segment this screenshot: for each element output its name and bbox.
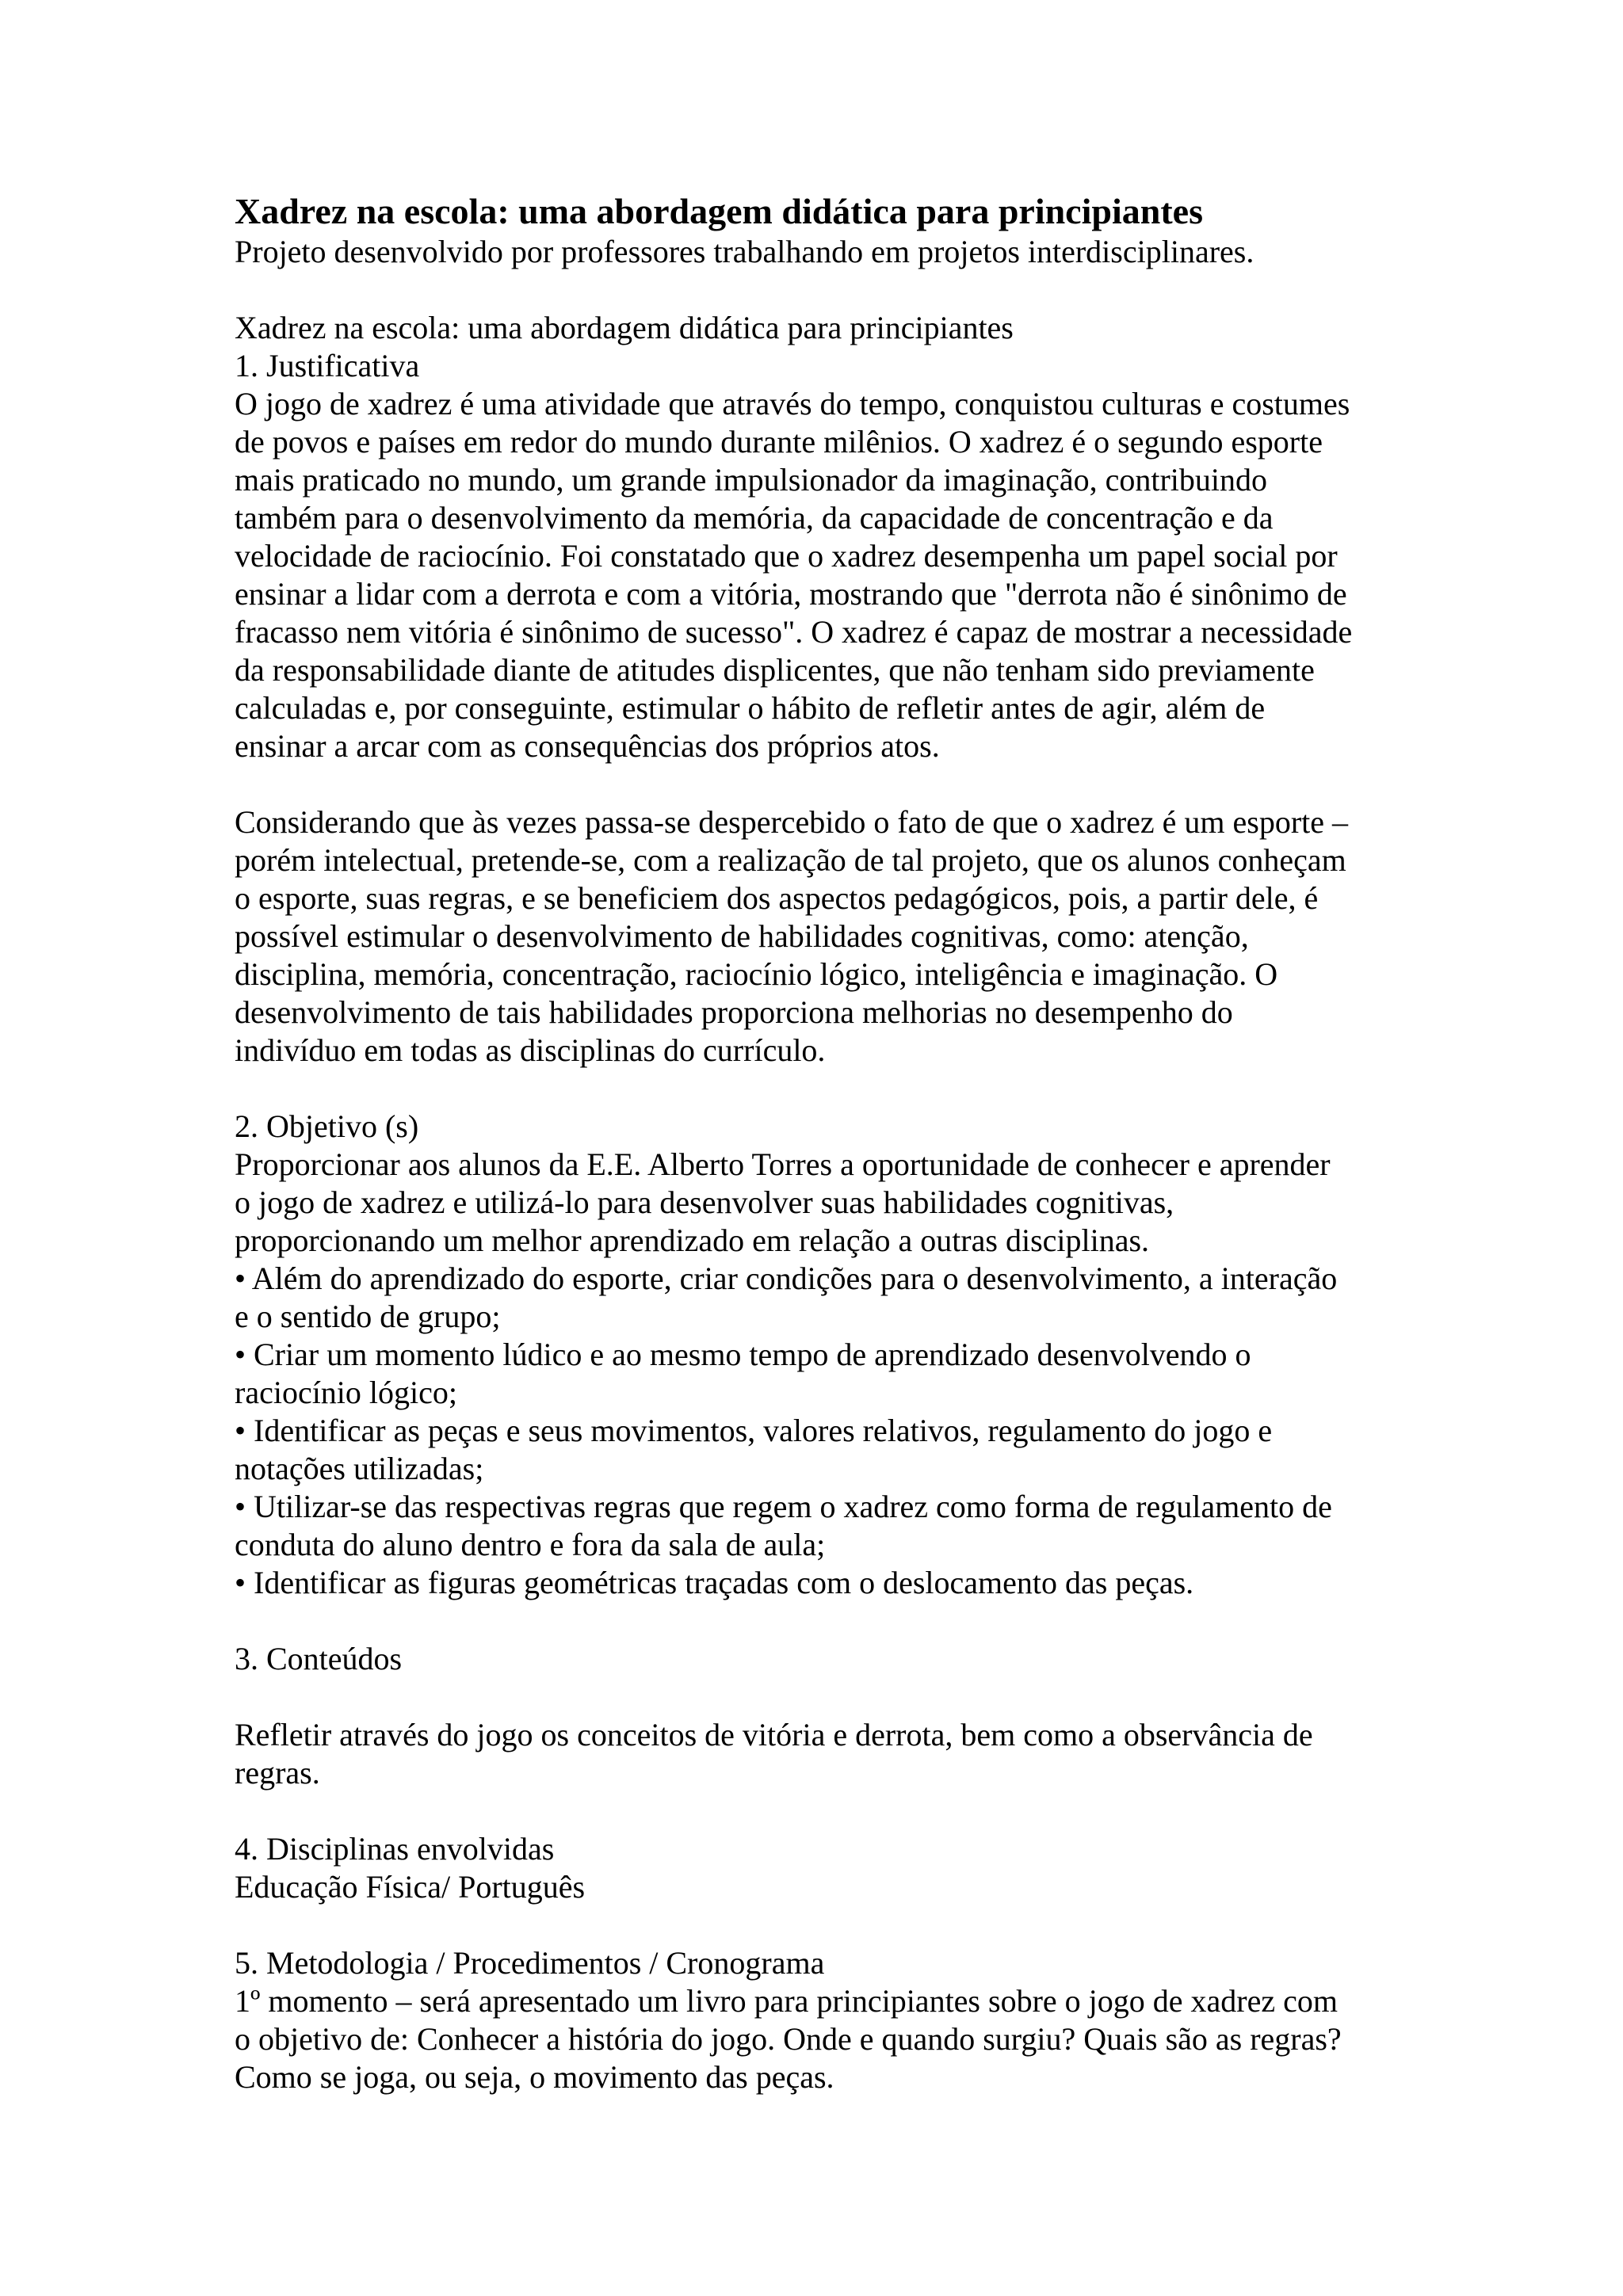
- text-line: ensinar a lidar com a derrota e com a vitória, mostrando que "derrota não é sinônimo de: [235, 576, 1347, 612]
- section-heading-justificativa: 1. Justificativa: [235, 348, 420, 383]
- text-line: fracasso nem vitória é sinônimo de sucesso". O xadrez é capaz de mostrar a necessidade: [235, 614, 1353, 650]
- text-line: 1º momento – será apresentado um livro para principiantes sobre o jogo de xadrez com: [235, 1983, 1338, 2019]
- text-line: indivíduo em todas as disciplinas do currículo.: [235, 1032, 826, 1068]
- text-line: disciplina, memória, concentração, raciocínio lógico, inteligência e imaginação. O: [235, 956, 1278, 992]
- section-heading-conteudos: 3. Conteúdos: [235, 1641, 403, 1676]
- metodologia-paragraph: [235, 1982, 1415, 2096]
- conteudos-paragraph: [235, 1716, 1415, 1792]
- text-line: mais praticado no mundo, um grande impulsionador da imaginação, contribuindo: [235, 462, 1268, 498]
- spacer: [235, 1070, 1415, 1108]
- document-title: Xadrez na escola: uma abordagem didática para principiantes: [235, 191, 1203, 231]
- section-heading-objetivos: 2. Objetivo (s): [235, 1108, 419, 1144]
- justificativa-paragraph-2: [235, 803, 1415, 1070]
- document-page: [235, 190, 1415, 2096]
- spacer: [235, 765, 1415, 803]
- text-line: porém intelectual, pretende-se, com a realização de tal projeto, que os alunos conheçam: [235, 842, 1346, 878]
- text-line: Como se joga, ou seja, o movimento das peças.: [235, 2059, 834, 2095]
- text-line: também para o desenvolvimento da memória, da capacidade de concentração e da: [235, 500, 1274, 536]
- text-line: desenvolvimento de tais habilidades proporciona melhorias no desempenho do: [235, 994, 1233, 1030]
- spacer: [235, 1602, 1415, 1640]
- text-line: ensinar a arcar com as consequências dos próprios atos.: [235, 728, 940, 764]
- text-line: e o sentido de grupo;: [235, 1299, 501, 1334]
- bullet-line: • Identificar as peças e seus movimentos, valores relativos, regulamento do jogo e: [235, 1413, 1273, 1448]
- text-line: notações utilizadas;: [235, 1451, 484, 1486]
- section-heading-disciplinas: 4. Disciplinas envolvidas: [235, 1831, 555, 1867]
- spacer: [235, 1678, 1415, 1716]
- bullet-line: • Utilizar-se das respectivas regras que regem o xadrez como forma de regulamento de: [235, 1489, 1332, 1524]
- text-line: o jogo de xadrez e utilizá-lo para desenvolver suas habilidades cognitivas,: [235, 1184, 1174, 1220]
- text-line: o esporte, suas regras, e se beneficiem dos aspectos pedagógicos, pois, a partir dele, é: [235, 880, 1319, 916]
- document-subtitle: Projeto desenvolvido por professores trabalhando em projetos interdisciplinares.: [235, 234, 1254, 269]
- text-line: da responsabilidade diante de atitudes displicentes, que não tenham sido previamente: [235, 652, 1315, 688]
- text-line: calculadas e, por conseguinte, estimular o hábito de refletir antes de agir, além de: [235, 690, 1266, 726]
- bullet-line: • Além do aprendizado do esporte, criar condições para o desenvolvimento, a interação: [235, 1261, 1338, 1296]
- bullet-line: • Criar um momento lúdico e ao mesmo tempo de aprendizado desenvolvendo o: [235, 1337, 1251, 1372]
- text-line: de povos e países em redor do mundo durante milênios. O xadrez é o segundo esporte: [235, 424, 1323, 460]
- objetivos-paragraph: [235, 1146, 1415, 1602]
- text-line: raciocínio lógico;: [235, 1375, 458, 1410]
- text-line: possível estimular o desenvolvimento de habilidades cognitivas, como: atenção,: [235, 918, 1249, 954]
- bullet-line: • Identificar as figuras geométricas traçadas com o deslocamento das peças.: [235, 1565, 1194, 1600]
- repeat-title: Xadrez na escola: uma abordagem didática para principiantes: [235, 310, 1014, 345]
- text-line: Educação Física/ Português: [235, 1869, 586, 1905]
- text-line: conduta do aluno dentro e fora da sala de aula;: [235, 1527, 826, 1562]
- disciplinas-paragraph: [235, 1868, 1415, 1906]
- spacer: [235, 271, 1415, 309]
- text-line: velocidade de raciocínio. Foi constatado que o xadrez desempenha um papel social por: [235, 538, 1338, 574]
- justificativa-paragraph-1: [235, 385, 1415, 765]
- text-line: Considerando que às vezes passa-se despercebido o fato de que o xadrez é um esporte –: [235, 804, 1349, 840]
- text-line: proporcionando um melhor aprendizado em relação a outras disciplinas.: [235, 1222, 1150, 1258]
- section-heading-metodologia: 5. Metodologia / Procedimentos / Cronograma: [235, 1945, 825, 1981]
- text-line: Proporcionar aos alunos da E.E. Alberto Torres a oportunidade de conhecer e aprender: [235, 1146, 1331, 1182]
- text-line: o objetivo de: Conhecer a história do jogo. Onde e quando surgiu? Quais são as regras?: [235, 2021, 1342, 2057]
- spacer: [235, 1906, 1415, 1944]
- spacer: [235, 1792, 1415, 1830]
- text-line: regras.: [235, 1755, 320, 1791]
- text-line: O jogo de xadrez é uma atividade que através do tempo, conquistou culturas e costumes: [235, 386, 1350, 421]
- text-line: Refletir através do jogo os conceitos de vitória e derrota, bem como a observância de: [235, 1717, 1313, 1753]
